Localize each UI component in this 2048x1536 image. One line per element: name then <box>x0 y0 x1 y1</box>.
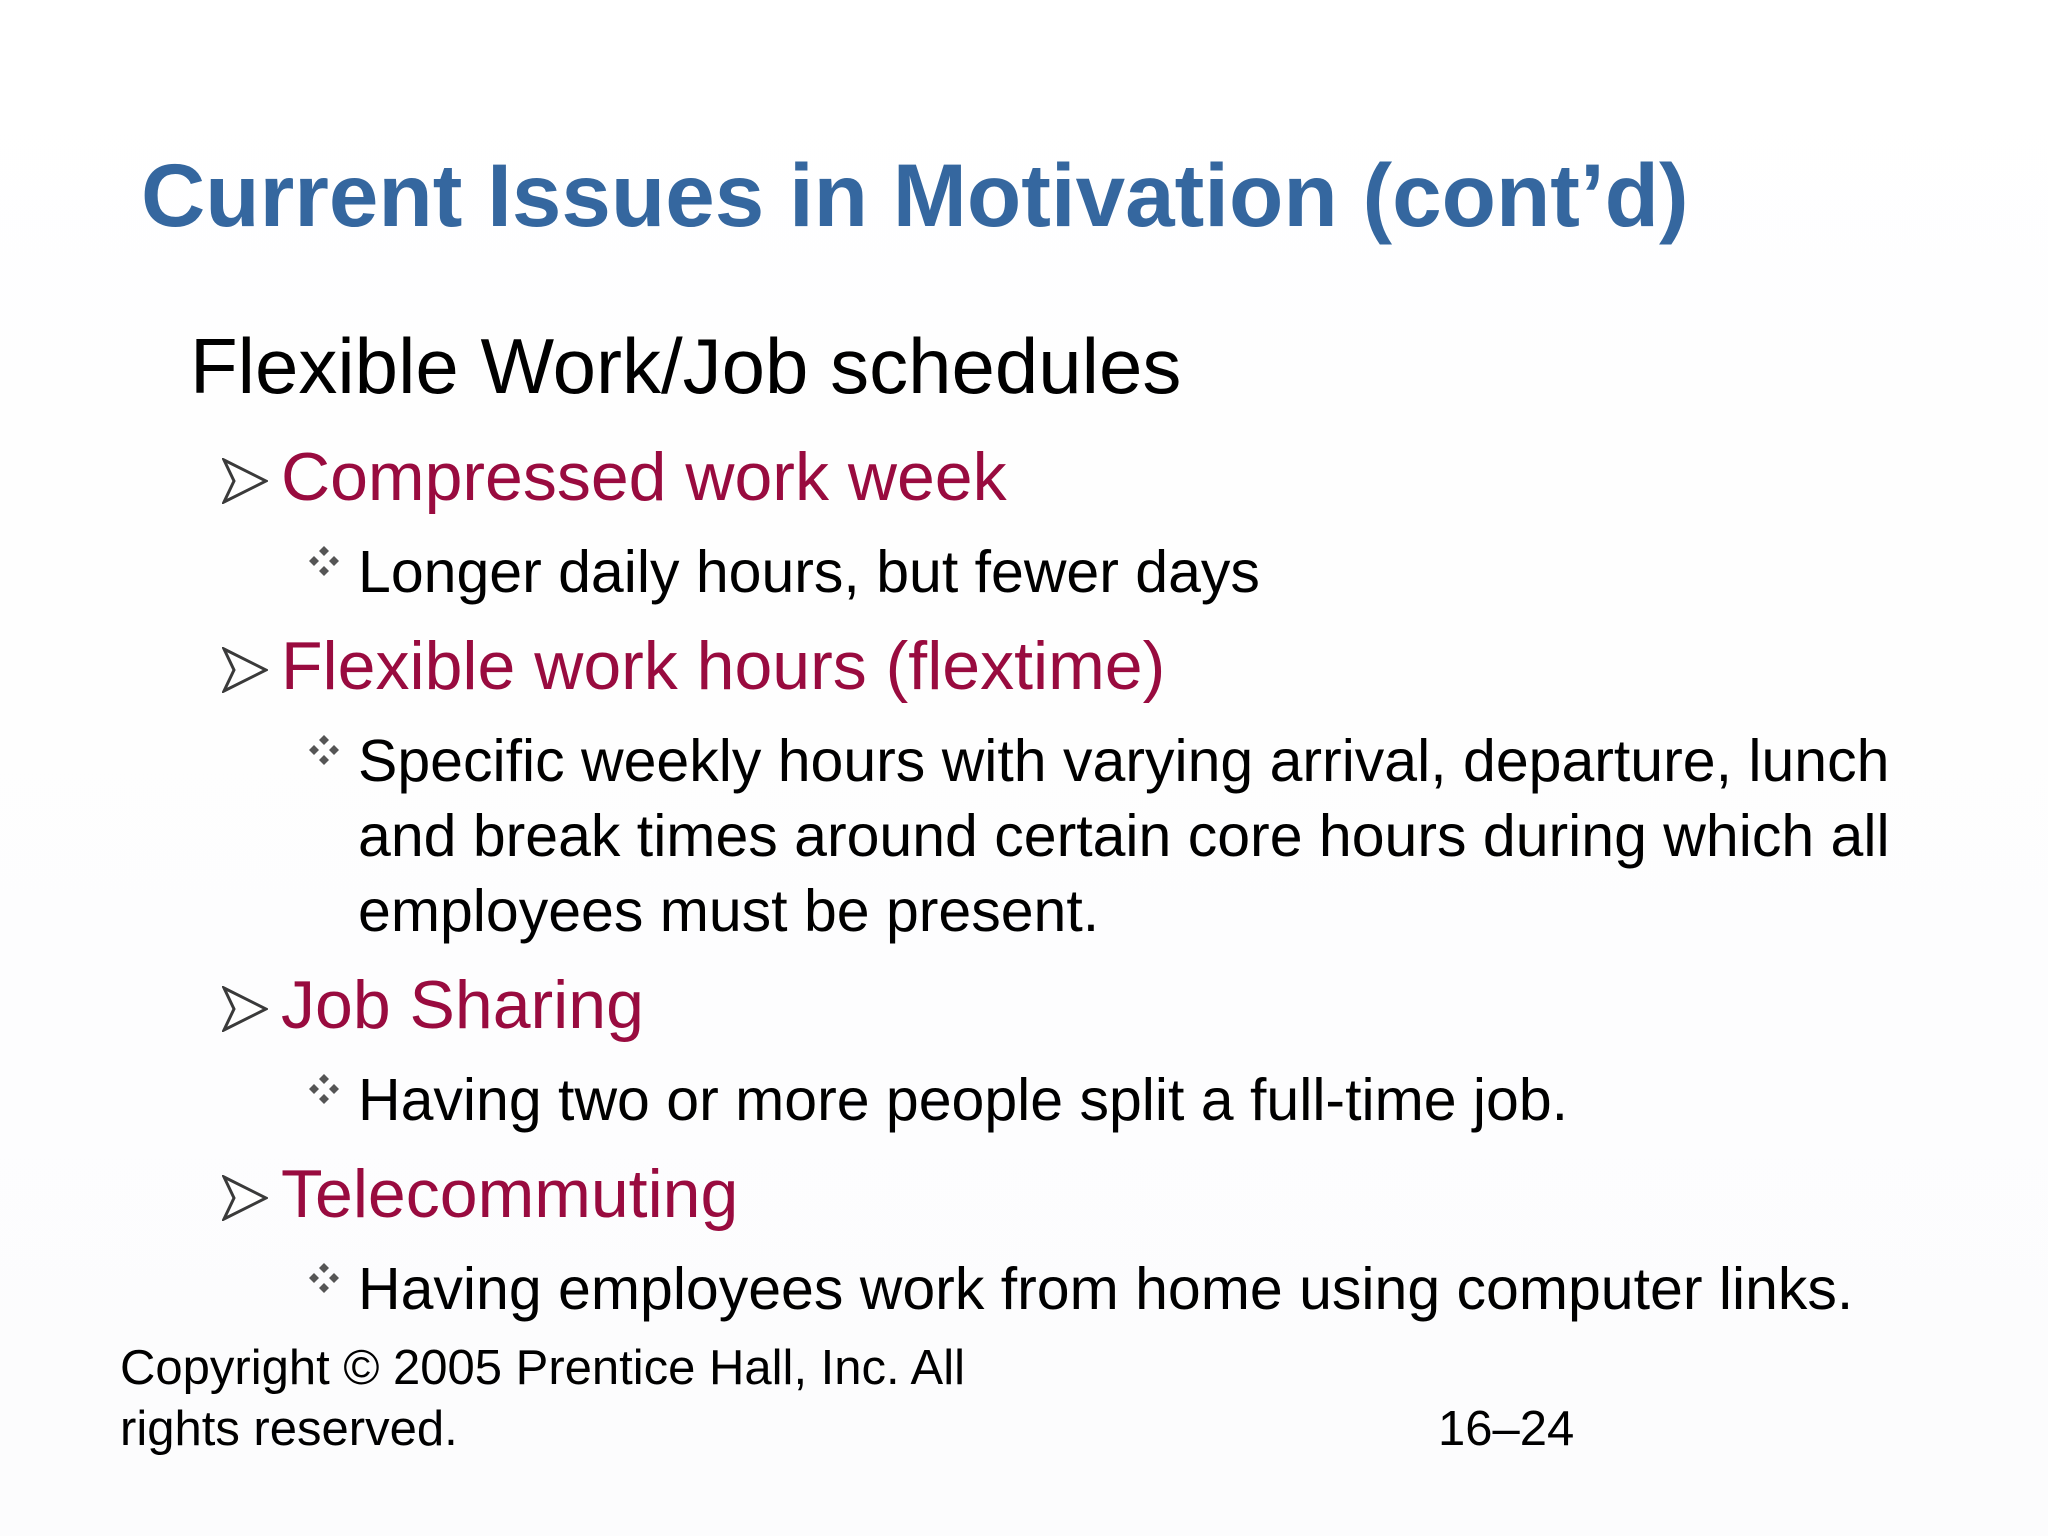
four-diamond-icon <box>308 1262 340 1294</box>
arrowhead-icon <box>222 1175 268 1221</box>
slide-title: Current Issues in Motivation (cont’d) <box>141 145 1689 245</box>
sub-bullet-text: Having two or more people split a full-time job. <box>358 1067 1569 1133</box>
four-diamond-icon <box>308 1073 340 1105</box>
four-diamond-icon <box>308 545 340 577</box>
arrowhead-icon <box>222 458 268 504</box>
section-heading: Flexible Work/Job schedules <box>190 322 1182 410</box>
slide-number: 16–24 <box>1438 1402 1575 1456</box>
bullet-label: Job Sharing <box>281 967 644 1043</box>
sub-bullet-text: Having employees work from home using computer links. <box>358 1256 1854 1322</box>
bullet-label: Telecommuting <box>281 1156 739 1232</box>
sub-bullet-text: Specific weekly hours with varying arrival, departure, lunch and break times around certain core hours during which all employees must be present. <box>358 728 1890 944</box>
copyright-notice: Copyright © 2005 Prentice Hall, Inc. All rights reserved. <box>120 1341 966 1456</box>
arrowhead-icon <box>222 986 268 1032</box>
sub-bullet-text: Longer daily hours, but fewer days <box>358 539 1260 605</box>
bullet-label: Flexible work hours (flextime) <box>281 628 1166 704</box>
arrowhead-icon <box>222 647 268 693</box>
bullet-label: Compressed work week <box>281 439 1007 515</box>
four-diamond-icon <box>308 734 340 766</box>
